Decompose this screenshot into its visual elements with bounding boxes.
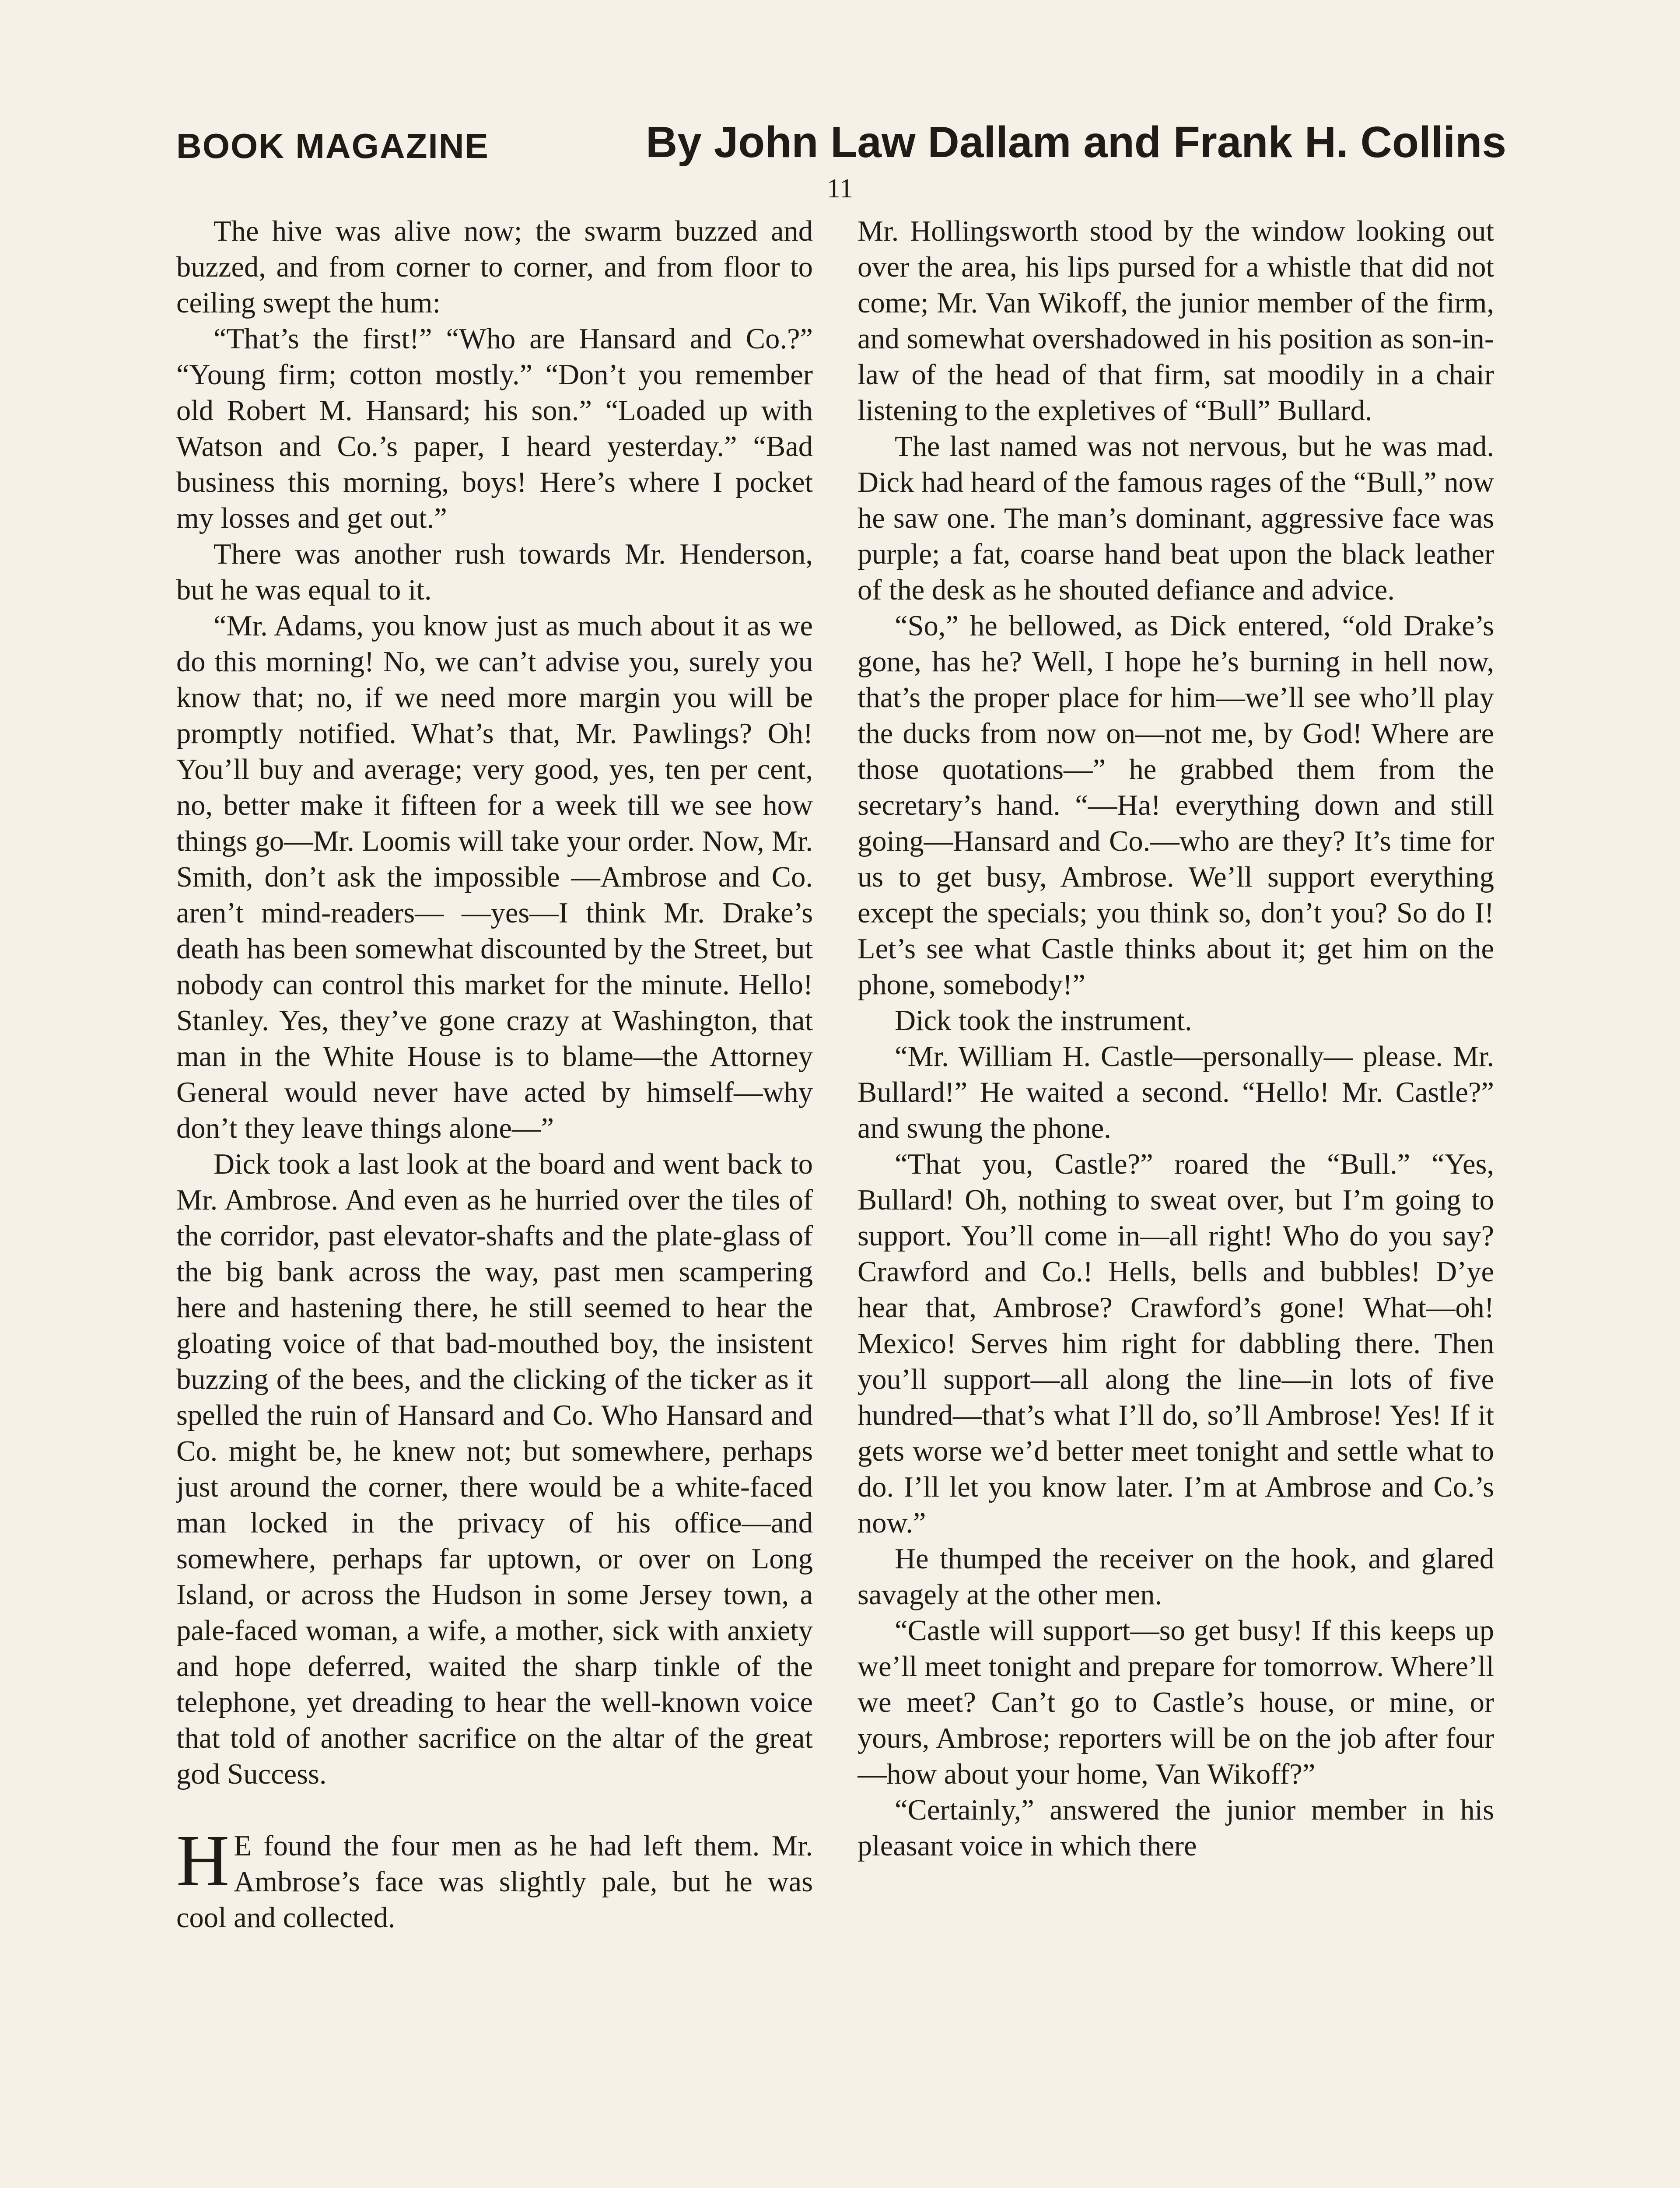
page-header bbox=[176, 117, 1506, 179]
paragraph: There was another rush towards Mr. Henderson, but he was equal to it. bbox=[176, 538, 813, 606]
paragraph: “Castle will support—so get busy! If this keeps up we’ll meet tonight and prepare for tomorrow. Where’ll we meet? Can’t go to Castle’s house, or mine, or yours, Ambrose; reporters will be on the job after four—how about your home, Van Wikoff?” bbox=[858, 1615, 1494, 1790]
paragraph: “That’s the first!” “Who are Hansard and Co.?” “Young firm; cotton mostly.” “Don’t you remember old Robert M. Hansard; his son.” “Loaded up with Watson and Co.’s paper, I heard yesterday.” “Bad business this morning, boys! Here’s where I pocket my losses and get out.” bbox=[176, 323, 813, 534]
section-opening-paragraph bbox=[176, 1820, 813, 1936]
section-opening-text: E found the four men as he had left them. Mr. Ambrose’s face was slightly pale, but he was cool and collected. bbox=[176, 1830, 813, 1934]
paragraph: He thumped the receiver on the hook, and glared savagely at the other men. bbox=[858, 1543, 1494, 1611]
paragraph: Dick took a last look at the board and went back to Mr. Ambrose. And even as he hurried over the tiles of the corridor, past elevator-shafts and the plate-glass of the big bank across the way, past men scampering here and hastening there, he still seemed to hear the gloating voice of that bad-mouthed boy, the insistent buzzing of the bees, and the clicking of the ticker as it spelled the ruin of Hansard and Co. Who Hansard and Co. might be, he knew not; but somewhere, perhaps just around the corner, there would be a white-faced man locked in the privacy of his office—and somewhere, perhaps far uptown, or over on Long Island, or across the Hudson in some Jersey town, a pale-faced woman, a wife, a mother, sick with anxiety and hope deferred, waited the sharp tinkle of the telephone, yet dreading to hear the well-known voice that told of another sacrifice on the altar of the great god Success. bbox=[176, 1148, 813, 1790]
paragraph: “So,” he bellowed, as Dick entered, “old Drake’s gone, has he? Well, I hope he’s burning in hell now, that’s the proper place for him—we’ll see who’ll play the ducks from now on—not me, by God! Where are those quotations—” he grabbed them from the secretary’s hand. “—Ha! everything down and still going—Hansard and Co.—who are they? It’s time for us to get busy, Ambrose. We’ll support everything except the specials; you think so, don’t you? So do I! Let’s see what Castle thinks about it; get him on the phone, somebody!” bbox=[858, 610, 1494, 1001]
paragraph: “Certainly,” answered the junior member in his pleasant voice in which there bbox=[858, 1794, 1494, 1862]
magazine-title: BOOK MAGAZINE bbox=[176, 126, 489, 165]
drop-cap: H bbox=[176, 1820, 230, 1901]
left-column bbox=[176, 214, 813, 2188]
paragraph: Dick took the instrument. bbox=[895, 1005, 1192, 1037]
paragraph: “Mr. William H. Castle—personally— please. Mr. Bullard!” He waited a second. “Hello! Mr. Castle?” and swung the phone. bbox=[858, 1041, 1494, 1144]
paragraph: The hive was alive now; the swarm buzzed and buzzed, and from corner to corner, and from floor to ceiling swept the hum: bbox=[176, 215, 813, 319]
paragraph: “That you, Castle?” roared the “Bull.” “Yes, Bullard! Oh, nothing to sweat over, but I’m going to support. You’ll come in—all right! Who do you say? Crawford and Co.! Hells, bells and bubbles! D’ye hear that, Ambrose? Crawford’s gone! What—oh! Mexico! Serves him right for dabbling there. Then you’ll support—all along the line—in lots of five hundred—that’s what I’ll do, so’ll Ambrose! Yes! If it gets worse we’d better meet tonight and settle what to do. I’ll let you know later. I’m at Ambrose and Co.’s now.” bbox=[858, 1148, 1494, 1539]
right-column bbox=[858, 214, 1494, 2188]
paragraph: Mr. Hollingsworth stood by the window looking out over the area, his lips pursed for a whistle that did not come; Mr. Van Wikoff, the junior member of the firm, and somewhat overshadowed in his position as son-in-law of the head of that firm, sat moodily in a chair listening to the expletives of “Bull” Bullard. bbox=[858, 215, 1494, 427]
byline: By John Law Dallam and Frank H. Collins bbox=[645, 118, 1506, 167]
page-number: 11 bbox=[827, 174, 853, 203]
paragraph: The last named was not nervous, but he was mad. Dick had heard of the famous rages of the “Bull,” now he saw one. The man’s dominant, aggressive face was purple; a fat, coarse hand beat upon the black leather of the desk as he shouted defiance and advice. bbox=[858, 431, 1494, 606]
paragraph: “Mr. Adams, you know just as much about it as we do this morning! No, we can’t advise you, surely you know that; no, if we need more margin you will be promptly notified. What’s that, Mr. Pawlings? Oh! You’ll buy and average; very good, yes, ten per cent, no, better make it fifteen for a week till we see how things go—Mr. Loomis will take your order. Now, Mr. Smith, don’t ask the impossible —Ambrose and Co. aren’t mind-readers— —yes—I think Mr. Drake’s death has been somewhat discounted by the Street, but nobody can control this market for the minute. Hello! Stanley. Yes, they’ve gone crazy at Washington, that man in the White House is to blame—the Attorney General would never have acted by himself—why don’t they leave things alone—” bbox=[176, 610, 813, 1144]
